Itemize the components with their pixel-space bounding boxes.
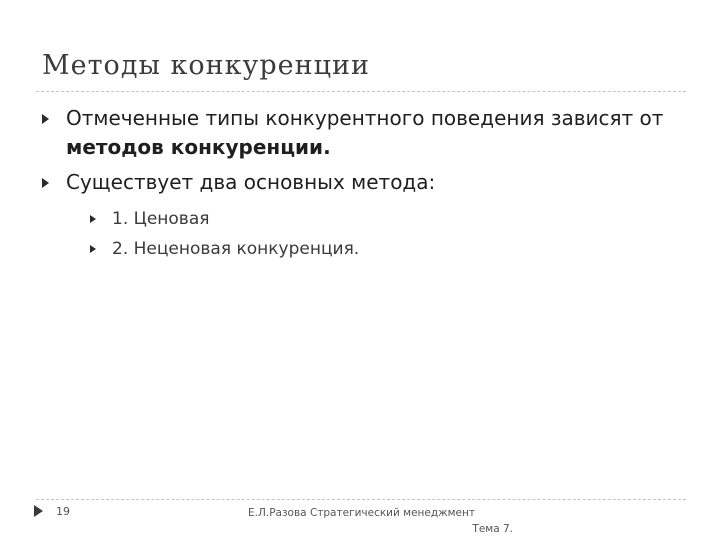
sub-bullet-item (88, 237, 680, 261)
sub-bullet-item (88, 207, 680, 231)
bullet-arrow-icon (42, 178, 49, 188)
bullet-text: Отмеченные типы конкурентного поведения зависят от (66, 106, 664, 130)
footer-divider (36, 499, 686, 500)
bullet-item (40, 104, 680, 162)
footer-caption-line2: Тема 7. (472, 523, 513, 535)
sub-bullet-text: 1. Ценовая (112, 209, 210, 229)
footer-arrow-icon (34, 505, 43, 517)
bullet-text: Существует два основных метода: (66, 170, 436, 194)
title-divider (36, 91, 686, 92)
slide-title: Методы конкуренции (42, 50, 371, 81)
bullet-list (40, 104, 680, 267)
footer-caption (248, 505, 513, 537)
bullet-bold-text: методов конкуренции (66, 135, 324, 159)
sub-bullet-list (88, 207, 680, 261)
bullet-arrow-icon (42, 114, 49, 124)
footer-caption-line1: Е.Л.Разова Стратегический менеджмент (248, 507, 475, 519)
bullet-text-end: . (323, 135, 331, 159)
bullet-item (40, 168, 680, 261)
sub-bullet-arrow-icon (90, 215, 96, 223)
sub-bullet-text: 2. Неценовая конкуренция. (112, 239, 360, 259)
page-number: 19 (56, 505, 70, 518)
sub-bullet-arrow-icon (90, 245, 96, 253)
